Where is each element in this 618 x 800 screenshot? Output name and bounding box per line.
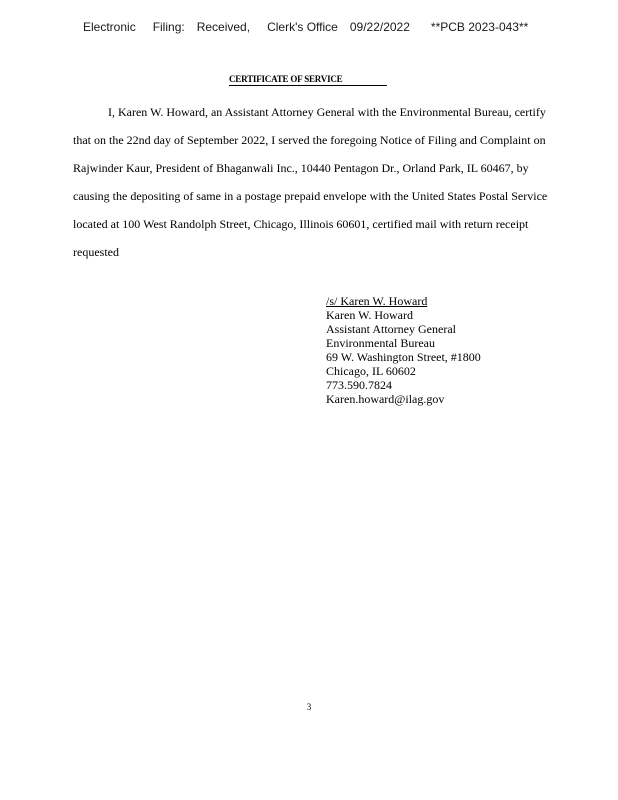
filing-stamp-header bbox=[83, 20, 533, 34]
page-number: 3 bbox=[306, 702, 312, 712]
certificate-body bbox=[73, 98, 548, 266]
signer-bureau: Environmental Bureau bbox=[326, 336, 435, 350]
signer-phone: 773.590.7824 bbox=[326, 378, 392, 392]
signer-position: Assistant Attorney General bbox=[326, 322, 456, 336]
certificate-paragraph: I, Karen W. Howard, an Assistant Attorney General with the Environmental Bureau, certify that on the 22nd day of September 2022, I served the foregoing Notice of Filing and Complaint on Rajwinder Kaur, President of Bhaganwali Inc., 10440 Pentagon Dr., Orland Park, IL 60467, by causing the depositing of same in a postage prepaid envelope with the United States Postal Service located at 100 West Randolph Street, Chicago, Illinois 60601, certified mail with return receipt requested bbox=[73, 105, 548, 259]
header-filing: Filing: bbox=[152, 20, 185, 34]
header-date: 09/22/2022 bbox=[349, 20, 410, 34]
header-electronic: Electronic bbox=[83, 20, 136, 34]
header-received: Received, bbox=[196, 20, 251, 34]
signer-city-state-zip: Chicago, IL 60602 bbox=[326, 364, 416, 378]
electronic-signature: /s/ Karen W. Howard bbox=[326, 294, 428, 308]
page-title: CERTIFICATE OF SERVICE bbox=[229, 74, 387, 86]
header-case-number: **PCB 2023-043** bbox=[430, 20, 529, 34]
signer-street-address: 69 W. Washington Street, #1800 bbox=[326, 350, 481, 364]
signer-name: Karen W. Howard bbox=[326, 308, 413, 322]
header-clerks-office: Clerk's Office bbox=[267, 20, 338, 34]
signature-block bbox=[326, 294, 546, 406]
signer-email: Karen.howard@ilag.gov bbox=[326, 392, 445, 406]
